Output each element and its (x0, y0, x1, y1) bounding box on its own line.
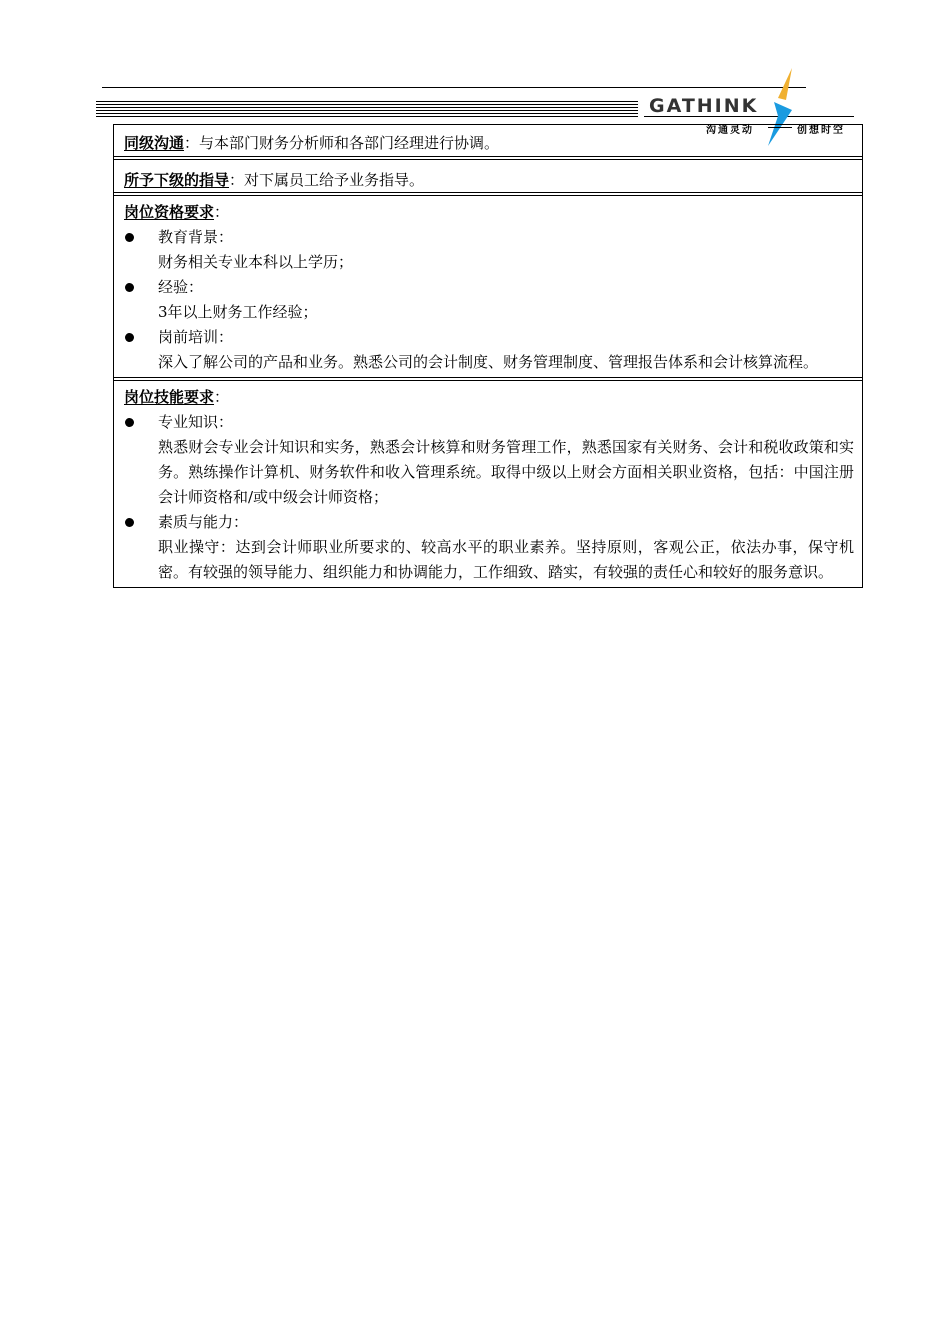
slogan-left: 沟通灵动 (706, 125, 754, 136)
item-desc: 3年以上财务工作经验； (158, 303, 318, 321)
list-item (124, 410, 854, 435)
list-item (124, 225, 854, 250)
subordinate-guidance-label: 所予下级的指导 (124, 171, 230, 189)
list-item (124, 275, 854, 300)
header-stripes (96, 101, 638, 119)
bullet-icon (125, 283, 134, 292)
item-title: 经验： (158, 278, 204, 296)
bullet-icon (125, 233, 134, 242)
peer-communication-row (114, 125, 862, 157)
item-title: 教育背景： (158, 228, 234, 246)
bullet-icon (125, 518, 134, 527)
skills-row (114, 380, 862, 587)
skills-colon: ： (214, 388, 230, 406)
item-desc: 熟悉财会专业会计知识和实务，熟悉会计核算和财务管理工作，熟悉国家有关财务、会计和税收政策和实务。熟练操作计算机、财务软件和收入管理系统。取得中级以上财会方面相关职业资格，包括：中国注册会计师资格和/或中级会计师资格； (158, 438, 854, 506)
item-desc: 职业操守：达到会计师职业所要求的、较高水平的职业素养。坚持原则，客观公正，依法办事，保守机密。有较强的领导能力、组织能力和协调能力，工作细致、踏实，有较强的责任心和较好的服务意识。 (158, 538, 854, 581)
item-desc: 财务相关专业本科以上学历； (158, 253, 354, 271)
item-title: 素质与能力： (158, 513, 249, 531)
list-item (124, 510, 854, 535)
company-logo-text: GATHINK (649, 95, 759, 117)
bullet-icon (125, 333, 134, 342)
peer-communication-text: ：与本部门财务分析师和各部门经理进行协调。 (184, 134, 500, 152)
subordinate-guidance-text: ：对下属员工给予业务指导。 (229, 171, 425, 189)
job-description-table (113, 124, 863, 588)
skills-label: 岗位技能要求 (124, 388, 215, 406)
qualifications-row (114, 195, 862, 378)
peer-communication-label: 同级沟通 (124, 134, 185, 152)
qualifications-label: 岗位资格要求 (124, 203, 215, 221)
list-item (124, 325, 854, 350)
item-title: 岗前培训： (158, 328, 234, 346)
item-desc: 深入了解公司的产品和业务。熟悉公司的会计制度、财务管理制度、管理报告体系和会计核算流程。 (158, 353, 819, 371)
subordinate-guidance-row (114, 159, 862, 193)
header-top-rule (102, 87, 806, 88)
item-title: 专业知识： (158, 413, 234, 431)
bullet-icon (125, 418, 134, 427)
qualifications-colon: ： (214, 203, 230, 221)
slogan-right: 创想时空 (797, 125, 845, 136)
